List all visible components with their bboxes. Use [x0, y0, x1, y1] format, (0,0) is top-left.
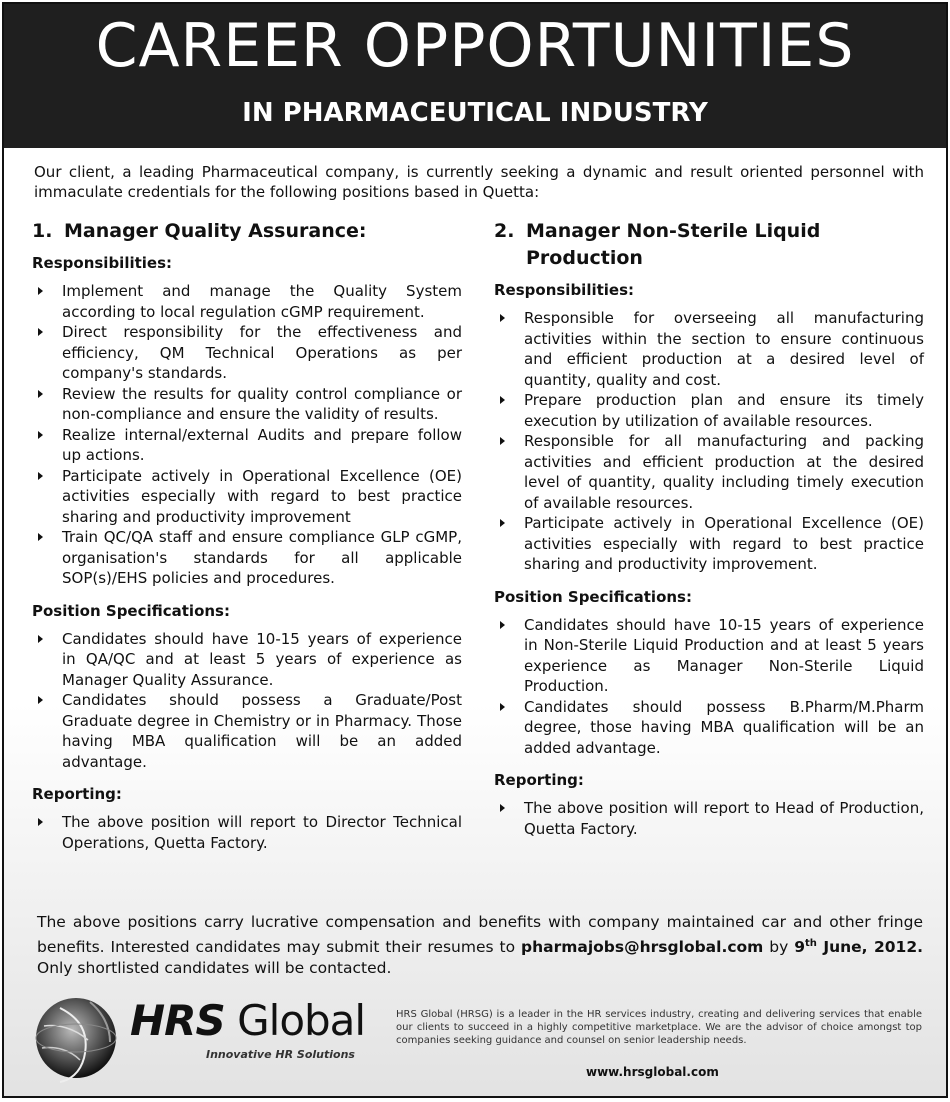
job-2-responsibilities-list: [494, 308, 924, 575]
job-1-column: [32, 218, 462, 853]
list-item: Responsible for all manufacturing and packing activities and efficient production at the desired level of quantity, quality including timely execution of available resources.: [494, 431, 924, 513]
brand-global: Global: [224, 996, 366, 1045]
job-1-specs-heading: Position Specifications:: [32, 601, 230, 620]
list-item: Participate actively in Operational Excellence (OE) activities especially with regard to best practice sharing and productivity improvement: [32, 466, 462, 528]
job-2-responsibilities-heading: Responsibilities:: [494, 281, 635, 299]
list-item: Participate actively in Operational Excellence (OE) activities especially with regard to best practice sharing and productivity improvement.: [494, 513, 924, 575]
job-2-column: [494, 218, 924, 839]
job-1-responsibilities-heading: Responsibilities:: [32, 254, 173, 272]
job-2-title-text: Manager Non-Sterile Liquid Production: [526, 220, 821, 269]
page-subtitle: IN PHARMACEUTICAL INDUSTRY: [242, 98, 708, 128]
list-item: Prepare production plan and ensure its timely execution by utilization of available resources.: [494, 390, 924, 431]
job-1-responsibilities-list: [32, 281, 462, 589]
deadline-day: 9: [794, 938, 806, 957]
job-1-title: [32, 218, 462, 245]
list-item: Review the results for quality control compliance or non-compliance and ensure the validity of results.: [32, 384, 462, 425]
job-2-reporting-heading: Reporting:: [494, 771, 584, 789]
list-item: Implement and manage the Quality System according to local regulation cGMP requirement.: [32, 281, 462, 322]
deadline-rest: June, 2012.: [816, 938, 923, 957]
globe-face-icon: [30, 988, 126, 1088]
job-2-title: [494, 218, 924, 272]
list-item: Candidates should have 10-15 years of experience in Non-Sterile Liquid Production and at least 5 years experience as Manager Non-Sterile Liquid Production.: [494, 615, 924, 697]
list-item: Candidates should possess B.Pharm/M.Pharm degree, those having MBA qualification will be an added advantage.: [494, 697, 924, 759]
closing-text-2: by: [763, 938, 795, 957]
closing-text-1: The above positions carry lucrative compensation and benefits with company maintained car and other fringe benefits. Interested candidates may submit their resumes to: [37, 913, 923, 957]
job-1-specs-list: [32, 629, 462, 773]
contact-email[interactable]: pharmajobs@hrsglobal.com: [521, 938, 764, 957]
page-title: CAREER OPPORTUNITIES: [95, 11, 855, 81]
list-item: Candidates should have 10-15 years of experience in QA/QC and at least 5 years of experience as Manager Quality Assurance.: [32, 629, 462, 691]
intro-paragraph: Our client, a leading Pharmaceutical company, is currently seeking a dynamic and result oriented personnel with immaculate credentials for the following positions based in Quetta:: [34, 163, 924, 201]
job-2-specs-heading: Position Specifications:: [494, 587, 692, 606]
job-2-number: 2.: [494, 220, 515, 242]
job-1-reporting-heading: Reporting:: [32, 785, 122, 803]
job-1-reporting-list: [32, 812, 462, 853]
list-item: Candidates should possess a Graduate/Post Graduate degree in Chemistry or in Pharmacy. Those having MBA qualification will be an added advantage.: [32, 690, 462, 772]
closing-text-3: Only shortlisted candidates will be contacted.: [37, 959, 392, 978]
brand-tagline: Innovative HR Solutions: [206, 1048, 355, 1061]
job-2-specs-list: [494, 615, 924, 759]
company-about: HRS Global (HRSG) is a leader in the HR services industry, creating and delivering services that enable our clients to succeed in a highly competitive marketplace. We are the advisor of choice amongst top companies seeking guidance and counsel on senior leadership needs.: [396, 1009, 922, 1046]
job-1-number: 1.: [32, 220, 53, 242]
brand-name: [130, 996, 365, 1046]
list-item: Responsible for overseeing all manufacturing activities within the section to ensure continuous and efficient production at a desired level of quantity, quality and cost.: [494, 308, 924, 390]
website-link[interactable]: www.hrsglobal.com: [586, 1065, 719, 1079]
list-item: The above position will report to Head of Production, Quetta Factory.: [494, 798, 924, 839]
list-item: Direct responsibility for the effectiveness and efficiency, QM Technical Operations as per company's standards.: [32, 322, 462, 384]
deadline-suffix: th: [805, 938, 817, 949]
hrs-global-logo: [30, 988, 390, 1088]
brand-hrs: HRS: [130, 996, 225, 1045]
header-banner: [4, 4, 946, 148]
deadline-date: [794, 938, 923, 956]
advertisement-page: [2, 2, 948, 1098]
job-2-reporting-list: [494, 798, 924, 839]
job-1-title-text: Manager Quality Assurance:: [64, 220, 367, 242]
closing-paragraph: [37, 912, 923, 979]
list-item: Train QC/QA staff and ensure compliance GLP cGMP, organisation's standards for all applicable SOP(s)/EHS policies and procedures.: [32, 527, 462, 589]
list-item: The above position will report to Director Technical Operations, Quetta Factory.: [32, 812, 462, 853]
list-item: Realize internal/external Audits and prepare follow up actions.: [32, 425, 462, 466]
